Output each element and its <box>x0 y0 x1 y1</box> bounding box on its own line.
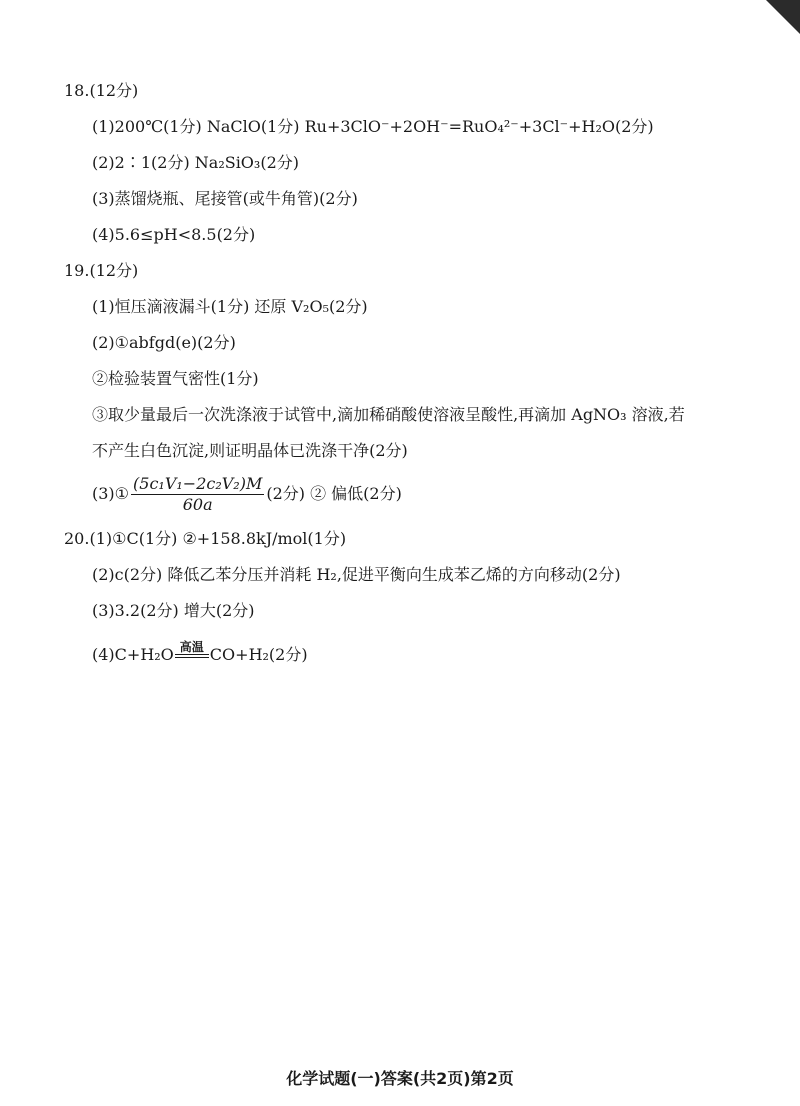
q19-heading: 19.(12分) <box>64 261 139 280</box>
q18-part1: (1)200℃(1分) NaClO(1分) Ru+3ClO⁻+2OH⁻=RuO₄²⁻+3Cl⁻+H₂O(2分) <box>92 117 654 136</box>
q18-heading: 18.(12分) <box>64 81 139 100</box>
reaction-equals-sign <box>175 654 209 658</box>
q19-part2-item3: ③取少量最后一次洗涤液于试管中,滴加稀硝酸使溶液呈酸性,再滴加 AgNO₃ 溶液,若 <box>92 405 685 424</box>
q20-part3: (3)3.2(2分) 增大(2分) <box>92 601 255 620</box>
reaction-condition-label: 高温 <box>179 640 204 654</box>
q18-part4: (4)5.6≤pH<8.5(2分) <box>92 225 256 244</box>
q20-part4 <box>92 640 308 666</box>
q20-part1: 20.(1)①C(1分) ②+158.8kJ/mol(1分) <box>64 529 347 548</box>
q18-part2: (2)2∶1(2分) Na₂SiO₃(2分) <box>92 153 300 172</box>
q19-part3-prefix: (3)① <box>92 484 130 503</box>
q19-part2-item2: ②检验装置气密性(1分) <box>92 369 259 388</box>
q19-fraction <box>131 474 264 515</box>
q19-part2-item3-cont: 不产生白色沉淀,则证明晶体已洗涤干净(2分) <box>92 441 408 460</box>
q18-part3: (3)蒸馏烧瓶、尾接管(或牛角管)(2分) <box>92 189 358 208</box>
q19-part1: (1)恒压滴液漏斗(1分) 还原 V₂O₅(2分) <box>92 297 368 316</box>
q20-part4-prefix: (4)C+H₂O <box>92 645 174 664</box>
fraction-denominator: 60a <box>182 495 213 514</box>
q19-part3 <box>92 474 402 515</box>
q20-part2: (2)c(2分) 降低乙苯分压并消耗 H₂,促进平衡向生成苯乙烯的方向移动(2分) <box>92 565 621 584</box>
q20-part4-suffix: CO+H₂(2分) <box>209 645 308 664</box>
q19-part3-suffix: (2分) ② 偏低(2分) <box>266 484 402 503</box>
scan-corner-shadow <box>766 0 800 34</box>
reaction-condition <box>175 641 209 658</box>
page-footer: 化学试题(一)答案(共2页)第2页 <box>286 1069 514 1088</box>
fraction-numerator: (5c₁V₁−2c₂V₂)M <box>133 474 263 493</box>
q19-part2: (2)①abfgd(e)(2分) <box>92 333 236 352</box>
